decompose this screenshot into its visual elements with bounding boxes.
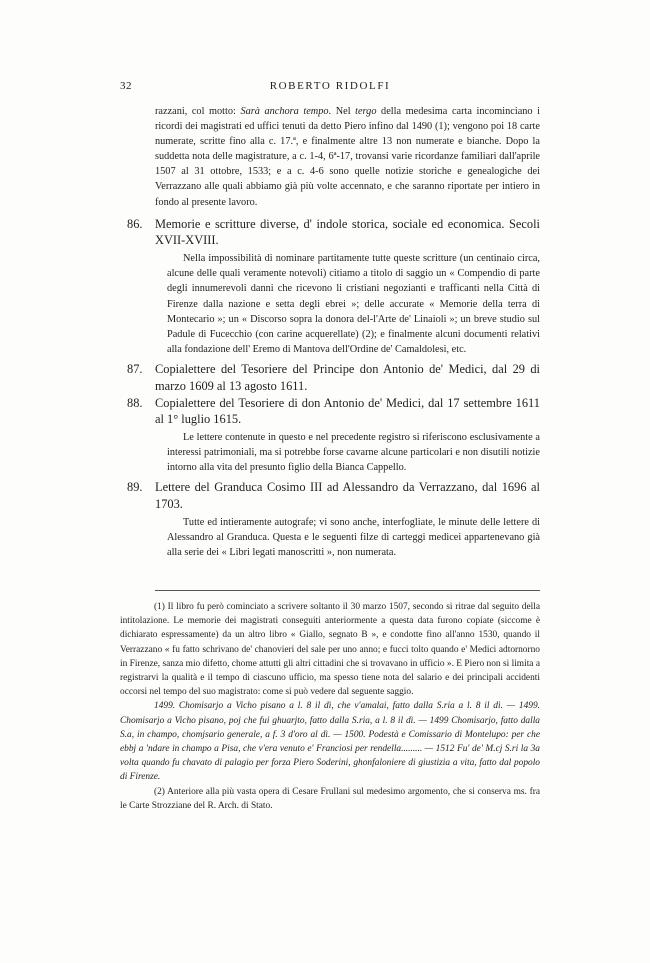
tergo: tergo: [355, 106, 377, 117]
footnote-rule: [155, 590, 540, 591]
entry-title: Copialettere del Tesoriere di don Antonio de' Medici, dal 17 settembre 1611 al 1° luglio 1615.: [155, 395, 540, 427]
entry-88: [127, 395, 540, 429]
intro-line-start: razzani, col motto:: [155, 106, 241, 117]
running-head: ROBERTO RIDOLFI: [269, 80, 391, 92]
page-number: 32: [120, 80, 132, 92]
main-text: [127, 104, 540, 562]
entry-87: [127, 361, 540, 395]
entry-description: Tutte ed intieramente autografe; vi sono anche, interfogliate, le minute delle lettere di Alessandro al Granduca. Questa e le seguenti filze di carteggi medicei appartenevano già alla serie dei « Libri legati manoscritti », non numerata.: [167, 516, 540, 559]
footnote-2: (2) Anteriore alla più vasta opera di Cesare Frullani sul medesimo argomento, che si conserva ms. fra le Carte Strozziane del R. Arch. di Stato.: [120, 786, 540, 811]
entry-description: Nella impossibilità di nominare partitamente tutte queste scritture (un centinaio circa, alcune delle quali veramente notevoli) citiamo a titolo di saggio un « Compendio di parte degli innumerevoli danni che ricevono li cristiani negozianti e trafficanti nella Città di Firenze dalla nazione e setta degli ebrei »; delle accurate « Memorie della terra di Montecario »; un « Discorso sopra la donora del-l'Arte de' Linaioli »; un breve studio sul Padule di Fucecchio (con carine acquerellate) (2); e finalmente alcuni documenti relativi alla fondazione dell' Eremo di Mantova dell'Ordine de' Camaldolesi, etc.: [167, 253, 540, 355]
entry-89: [127, 479, 540, 513]
footnotes: [120, 600, 540, 813]
page-header: [120, 80, 540, 98]
entry-86: [127, 216, 540, 250]
entry-number: 89.: [127, 480, 143, 495]
entry-title: Copialettere del Tesoriere del Principe don Antonio de' Medici, dal 29 di marzo 1609 al 13 agosto 1611.: [155, 361, 540, 393]
entry-description: Le lettere contenute in questo e nel precedente registro si riferiscono esclusivamente a interessi patrimoniali, ma si potrebbe forse cavarne alcune particolari e non disutili notizie intorno alla vita del presunto figlio della Bianca Cappello.: [167, 432, 540, 474]
entry-number: 87.: [127, 361, 143, 376]
entry-number: 86.: [127, 216, 143, 231]
footnote-citation: 1499. Chomisarjo a Vicho pisano a l. 8 il dì, che v'amalai, fatto dalla S.ria a l. 8 il dì. — 1499. Chomisarjo a Vicho pisano, poj che fui ghuarjto, fatto dalla S.ria, a l. 8 il dì. — 1499 Chomisarjo, fatto dalla S.a, in champo, chomjsario generale, a f. 3 d'oro al dì. — 1500. Podestà e Comissario di Montelupo: per che ebbj a 'ndare in champo a Pisa, che v'era venuto e' Franciosi per rendella......... — 1512 Fu' de' M.cj S.ri la 3a volta quando fu chavato di palagio per forza Piero Soderini, ghonfaloniere di giustizia a vita, fatto dal popolo di Firenze.: [120, 701, 540, 783]
motto: Sarà anchora tempo: [240, 106, 329, 117]
intro-mid: . Nel: [328, 106, 356, 117]
entry-number: 88.: [127, 395, 143, 410]
footnote-1: (1) Il libro fu però cominciato a scrivere soltanto il 30 marzo 1507, secondo si ritrae dal seguito della intitolazione. Le memorie dei magistrati conseguiti anteriormente a questa data furono copiate (siccome è dichiarato espressamente) da un altro libro « Giallo, segnato B », e condotte fino all'anno 1530, quando il Verrazzano « fu fatto schrivano de' chanovieri del sale per uno anno; e fucci tolto quando e' Medici adtornorno in Firenze, sanza mio difetto, chome attutti gli altri cittadini che si trovavano in ufficio ». E Piero non si limita a registrarvi la qualità e il tempo di ciascuno ufficio, ma spesso tiene nota del salario e dei principali accidenti occorsi nel tempo del suo magistrato: come si può vedere dal seguente saggio.: [120, 602, 540, 698]
intro-paragraph: [155, 104, 540, 210]
entry-title: Lettere del Granduca Cosimo III ad Alessandro da Verrazzano, dal 1696 al 1703.: [155, 480, 540, 512]
intro-rest: della medesima carta incominciano i ricordi dei magistrati ed uffici tenuti da detto Piero infino dal 1490 (1); vengono poi 18 carte numerate, scritte fino alla c. 17.ª, e finalmente altre 13 non numerate e bianche. Dopo la suddetta nota delle magistrature, a c. 1-4, 6ª-17, trovansi varie ricordanze familiari dall'aprile 1507 al 31 ottobre, 1533; e a c. 4-6 sono quelle notizie storiche e genealogiche dei Verrazzano alle quali abbiamo già più volte accennato, e che saranno riportate per intiero in fondo al presente lavoro.: [155, 106, 540, 208]
entry-title: Memorie e scritture diverse, d' indole storica, sociale ed economica. Secoli XVII-XVIII.: [155, 216, 540, 248]
